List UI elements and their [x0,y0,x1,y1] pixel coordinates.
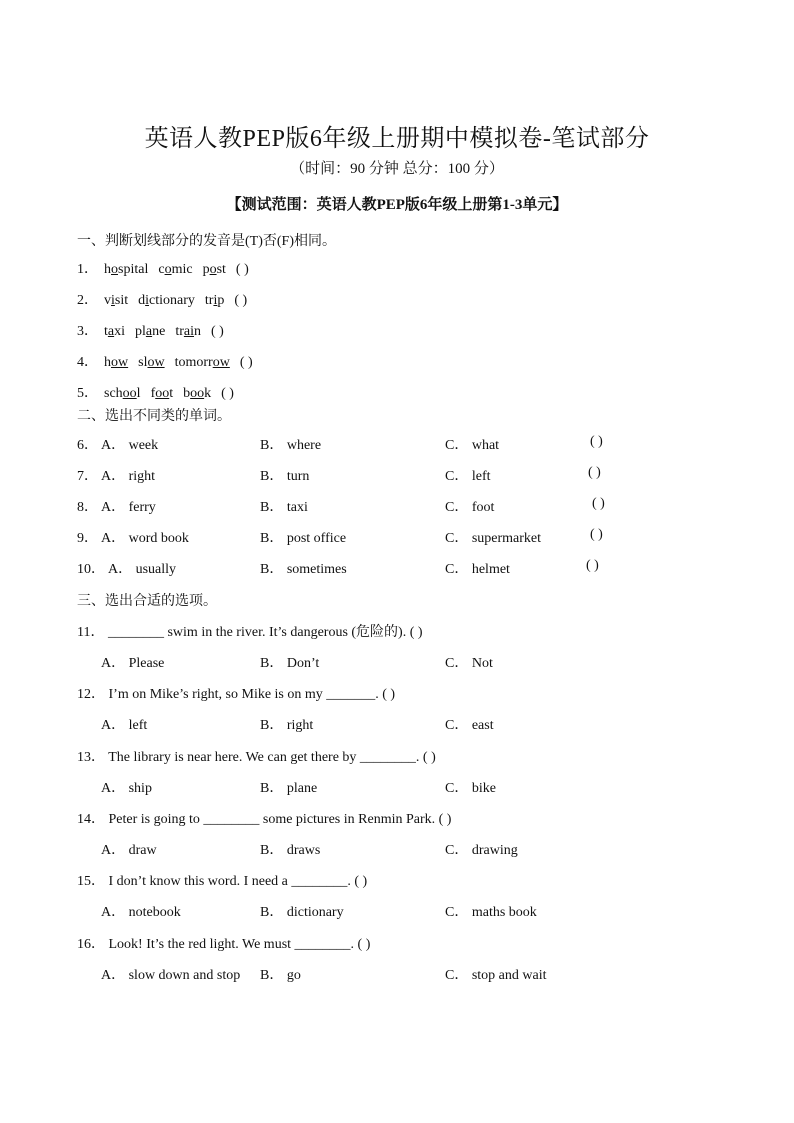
word [104,324,125,339]
word-part: h [104,262,111,277]
option-b: B． turn [260,469,310,484]
underlined-letters: o [111,262,118,277]
underlined-letters: i [145,293,150,308]
option-b[interactable]: B． Don’t [260,656,320,671]
underlined-letters: oo [190,386,205,401]
question-number: 2． [77,293,98,308]
answer-blank[interactable]: ( ) [590,434,603,449]
option-b[interactable]: B． go [260,968,301,983]
word-part: xi [114,324,125,339]
underlined-letters: ow [212,355,230,370]
question-text: 16． Look! It’s the red light. We must ________. ( ) [77,937,371,952]
question-text: 14． Peter is going to ________ some pictures in Renmin Park. ( ) [77,812,452,827]
option-b[interactable]: B． right [260,718,314,733]
answer-blank[interactable]: ( ) [235,262,249,277]
option-c[interactable]: C． maths book [445,905,537,920]
section-heading: 一、判断划线部分的发音是(T)否(F)相同。 [77,234,336,249]
question-number: 5． [77,386,98,401]
option-a[interactable]: A． left [101,718,148,733]
word [138,293,195,308]
word [203,262,226,277]
word-part: tr [204,293,214,308]
page-title: 英语人教PEP版6年级上册期中模拟卷-笔试部分 [144,126,650,152]
word-part: sch [104,386,123,401]
option-b[interactable]: B． dictionary [260,905,344,920]
option-a: A． right [101,469,156,484]
question-number: 9． [77,531,98,546]
word-part: ctionary [149,293,195,308]
answer-blank[interactable]: ( ) [588,465,601,480]
word [138,355,164,370]
option-a: A． ferry [101,500,156,515]
word-part: mic [171,262,193,277]
question-number: 7． [77,469,98,484]
word-part: t [104,324,108,339]
word-part: pl [135,324,146,339]
question-text: 15． I don’t know this word. I need a ________. ( ) [77,874,368,889]
answer-blank[interactable]: ( ) [590,527,603,542]
word [135,324,165,339]
section-heading: 二、选出不同类的单词。 [77,409,231,424]
word-part: b [183,386,191,401]
underlined-letters: ai [183,324,194,339]
question-number: 6． [77,438,98,453]
word [104,355,128,370]
option-c[interactable]: C． bike [445,781,496,796]
word-part: ne [152,324,166,339]
word [175,324,201,339]
word [104,262,148,277]
answer-blank[interactable]: ( ) [221,386,234,401]
exam-info: （时间：90 分钟 总分：100 分） [290,161,504,177]
word-part: v [104,293,111,308]
underlined-letters: a [107,324,115,339]
question-row [77,320,224,340]
option-c[interactable]: C． stop and wait [445,968,547,983]
option-b: B． taxi [260,500,308,515]
option-b: B． post office [260,531,347,546]
word-part: p [202,262,210,277]
answer-blank[interactable]: ( ) [234,293,248,308]
option-c: C． what [445,438,500,453]
word-part: sit [114,293,129,308]
answer-blank[interactable]: ( ) [592,496,605,511]
question-number: 3． [77,324,98,339]
word-part: spital [118,262,149,277]
word-part: h [104,355,111,370]
word [183,386,211,401]
word-part: l [136,386,141,401]
question-number: 10． [77,562,105,577]
underlined-letters: ow [111,355,129,370]
word [205,293,224,308]
word [104,386,141,401]
question-number: 4． [77,355,98,370]
answer-blank[interactable]: ( ) [586,558,599,573]
underlined-letters: oo [155,386,170,401]
question-row [77,289,247,309]
question-row [77,351,253,371]
option-a[interactable]: A． Please [101,656,165,671]
underlined-letters: o [209,262,217,277]
answer-blank[interactable]: ( ) [239,355,253,370]
word-part: f [150,386,156,401]
word-part: p [217,293,225,308]
question-text: 11． ________ swim in the river. It’s dangerous (危险的). ( ) [77,625,423,640]
underlined-letters: a [145,324,153,339]
answer-blank[interactable]: ( ) [211,324,224,339]
option-b[interactable]: B． plane [260,781,318,796]
question-number: 8． [77,500,98,515]
option-c: C． foot [445,500,495,515]
word [104,293,128,308]
word [151,386,174,401]
option-a[interactable]: A． draw [101,843,157,858]
section-heading: 三、选出合适的选项。 [77,594,217,609]
option-b[interactable]: B． draws [260,843,321,858]
underlined-letters: oo [122,386,137,401]
option-c[interactable]: C． Not [445,656,493,671]
word-part: t [169,386,174,401]
word-part: tr [175,324,184,339]
word-part: n [194,324,201,339]
underlined-letters: ow [147,355,165,370]
question-text: 13． The library is near here. We can get there by ________. ( ) [77,750,436,765]
option-a: A． usually [108,562,177,577]
word-part: sl [138,355,148,370]
option-a[interactable]: A． notebook [101,905,181,920]
word-part: st [216,262,226,277]
option-a: A． word book [101,531,189,546]
option-c: C． left [445,469,491,484]
test-scope: 【测试范围：英语人教PEP版6年级上册第1-3单元】 [226,197,568,213]
option-c: C． helmet [445,562,510,577]
question-text: 12． I’m on Mike’s right, so Mike is on my _______. ( ) [77,687,396,702]
underlined-letters: o [164,262,172,277]
word [158,262,192,277]
option-c[interactable]: C． drawing [445,843,518,858]
question-row [77,382,234,402]
word-part: d [138,293,146,308]
option-b: B． sometimes [260,562,347,577]
underlined-letters: i [213,293,218,308]
word-part: c [158,262,165,277]
word-part: tomorr [174,355,213,370]
word [175,355,230,370]
underlined-letters: i [111,293,115,308]
option-c: C． supermarket [445,531,542,546]
option-a[interactable]: A． slow down and stop [101,968,241,983]
question-row [77,258,249,278]
question-number: 1． [77,262,98,277]
option-a[interactable]: A． ship [101,781,152,796]
option-c[interactable]: C． east [445,718,494,733]
option-b: B． where [260,438,322,453]
word-part: k [204,386,212,401]
option-a: A． week [101,438,159,453]
